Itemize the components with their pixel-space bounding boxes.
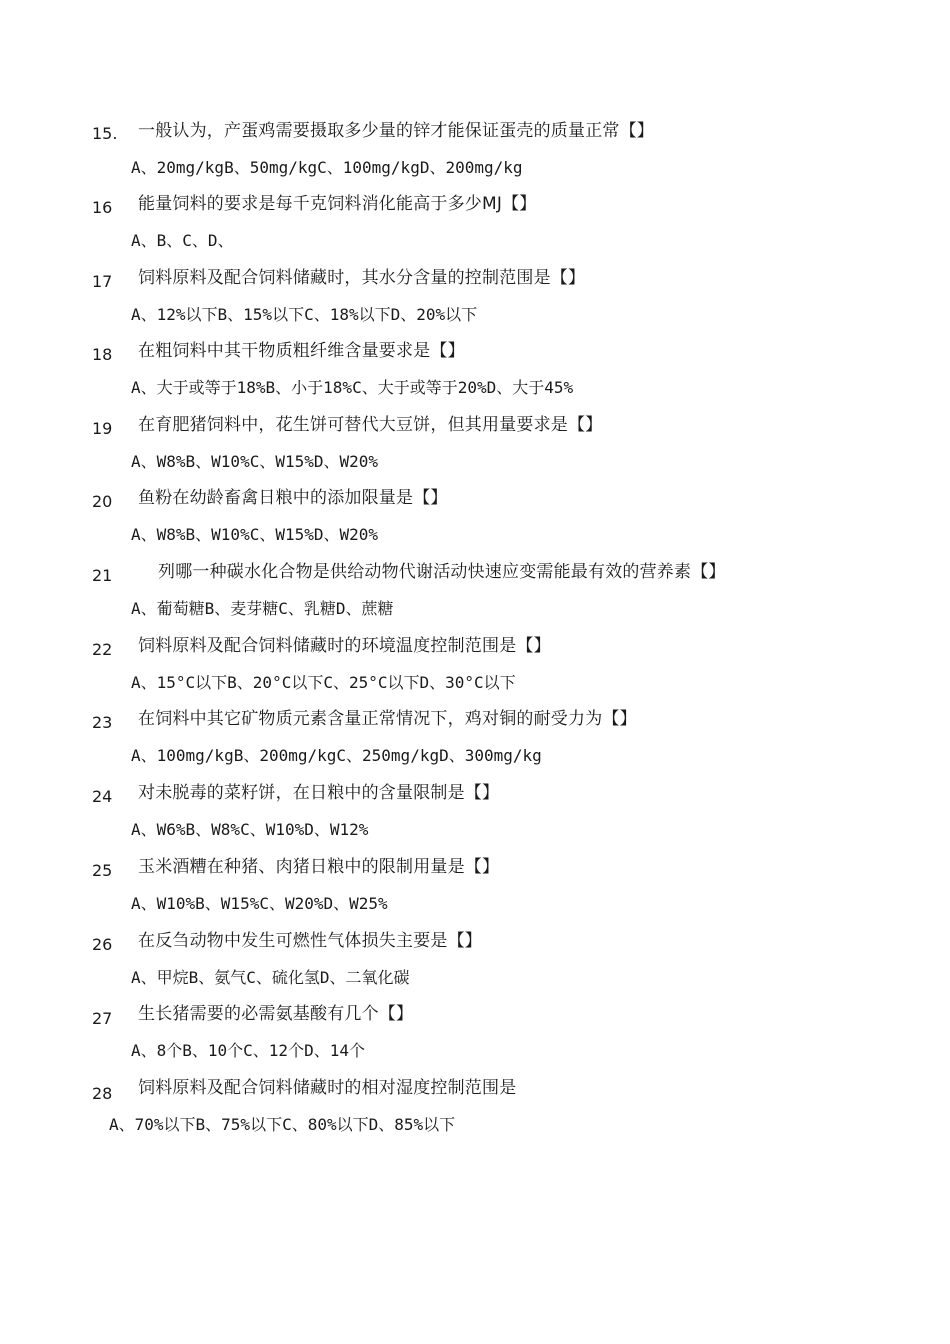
question-text: 玉米酒糟在种猪、肉猪日粮中的限制用量是【】 [138,857,500,877]
question-number: 24 [92,787,113,806]
question-text: 饲料原料及配合饲料储藏时的环境温度控制范围是【】 [138,636,551,656]
question-text: 在育肥猪饲料中，花生饼可替代大豆饼，但其用量要求是【】 [138,415,603,435]
question-options: A、甲烷B、氨气C、硫化氢D、二氧化碳 [131,968,410,987]
question-text: 在反刍动物中发生可燃性气体损失主要是【】 [138,931,482,951]
question-options: A、B、C、D、 [131,231,234,250]
question-options: A、70%以下B、75%以下C、80%以下D、85%以下 [109,1115,456,1134]
question-number: 27 [92,1009,113,1028]
question-number: 17 [92,272,113,291]
question-options: A、8个B、10个C、12个D、14个 [131,1041,365,1060]
question-options: A、100mg/kgB、200mg/kgC、250mg/kgD、300mg/kg [131,746,542,765]
question-text: 在粗饲料中其干物质粗纤维含量要求是【】 [138,341,465,361]
question-text: 在饲料中其它矿物质元素含量正常情况下，鸡对铜的耐受力为【】 [138,709,637,729]
question-number: 18 [92,345,113,364]
question-options: A、W10%B、W15%C、W20%D、W25% [131,894,388,913]
question-options: A、W6%B、W8%C、W10%D、W12% [131,820,369,839]
question-number: 15. [92,124,118,143]
question-text: 能量饲料的要求是每千克饲料消化能高于多少MJ【】 [138,194,537,214]
question-options: A、15°C以下B、20°C以下C、25°C以下D、30°C以下 [131,673,516,692]
question-number: 21 [92,566,113,585]
question-options: A、W8%B、W10%C、W15%D、W20% [131,525,379,544]
question-number: 20 [92,492,113,511]
question-options: A、W8%B、W10%C、W15%D、W20% [131,452,379,471]
question-options: A、12%以下B、15%以下C、18%以下D、20%以下 [131,305,478,324]
question-number: 25 [92,861,113,880]
question-number: 23 [92,713,113,732]
question-text: 鱼粉在幼龄畜禽日粮中的添加限量是【】 [138,488,448,508]
question-options: A、20mg/kgB、50mg/kgC、100mg/kgD、200mg/kg [131,158,523,177]
question-text: 列哪一种碳水化合物是供给动物代谢活动快速应变需能最有效的营养素【】 [158,562,726,582]
question-number: 28 [92,1084,113,1103]
question-text: 饲料原料及配合饲料储藏时，其水分含量的控制范围是【】 [138,268,586,288]
question-number: 22 [92,640,113,659]
question-text: 一般认为，产蛋鸡需要摄取多少量的锌才能保证蛋壳的质量正常【】 [138,121,654,141]
question-text: 饲料原料及配合饲料储藏时的相对湿度控制范围是 [138,1078,517,1098]
question-options: A、葡萄糖B、麦芽糖C、乳糖D、蔗糖 [131,599,394,618]
question-options: A、大于或等于18%B、小于18%C、大于或等于20%D、大于45% [131,378,574,397]
question-number: 26 [92,935,113,954]
question-number: 19 [92,419,113,438]
question-text: 生长猪需要的必需氨基酸有几个【】 [138,1004,414,1024]
question-text: 对未脱毒的菜籽饼，在日粮中的含量限制是【】 [138,783,500,803]
question-number: 16 [92,198,113,217]
